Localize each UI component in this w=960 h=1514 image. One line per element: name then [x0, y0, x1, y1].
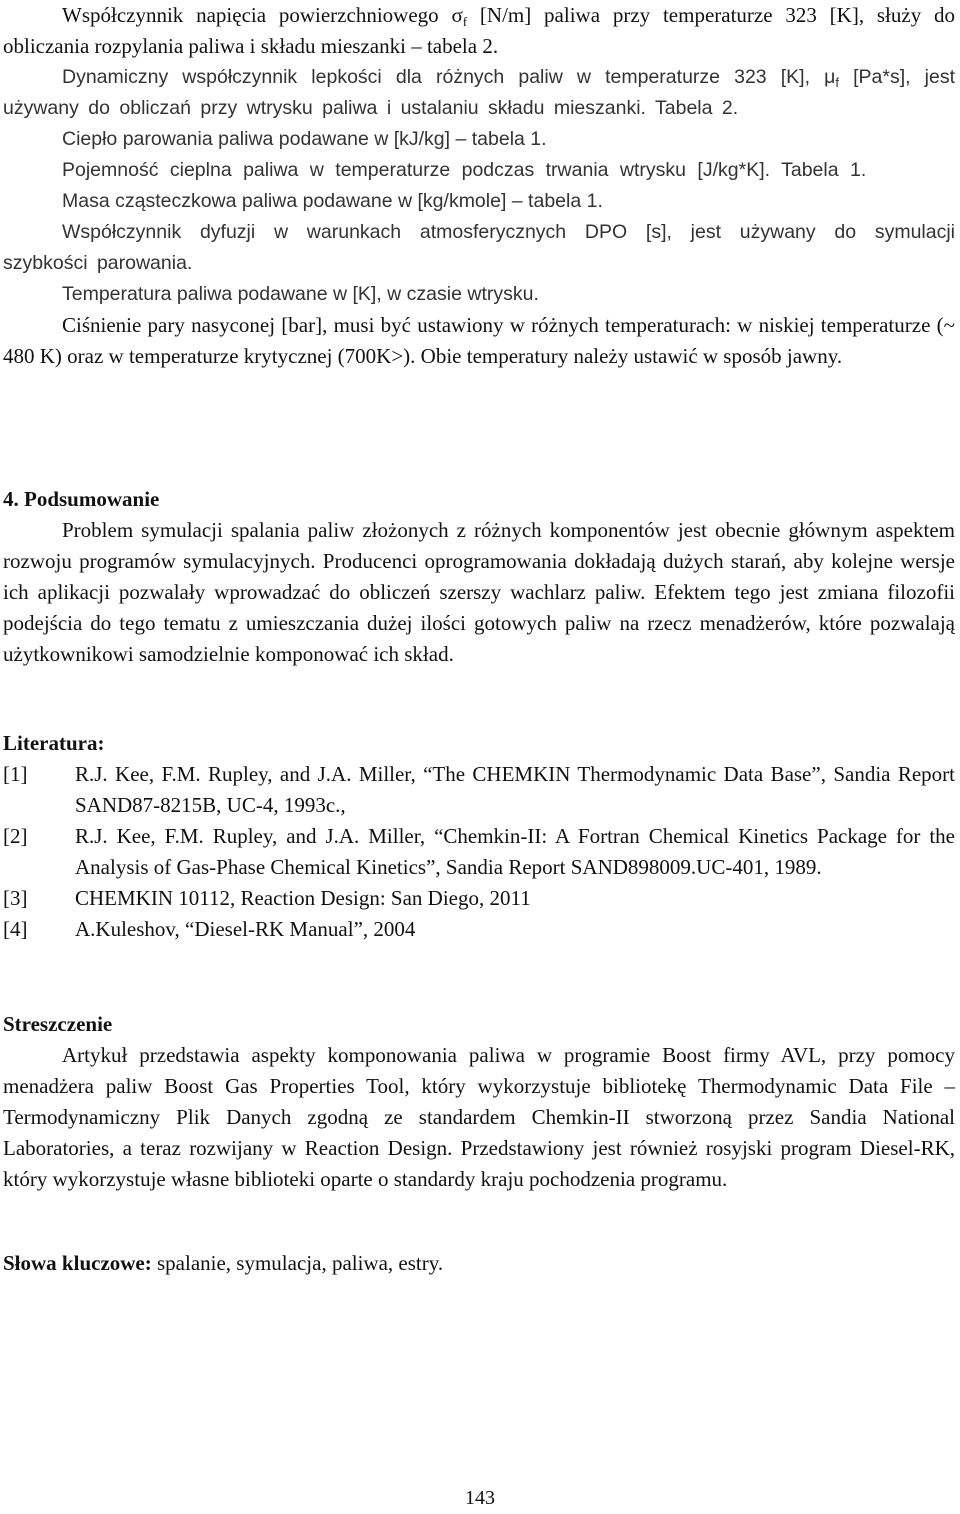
keywords-label: Słowa kluczowe: [3, 1251, 152, 1275]
abstract-heading: Streszczenie [3, 1012, 113, 1036]
reference-number: [3] [3, 886, 28, 910]
reference-item [3, 883, 955, 914]
molar-mass-paragraph: Masa cząsteczkowa paliwa podawane w [kg/kmole] – tabela 1. [62, 190, 603, 212]
keywords-text: spalanie, symulacja, paliwa, estry. [151, 1251, 444, 1275]
reference-item [3, 821, 955, 883]
summary-section [3, 484, 955, 670]
literature-section [3, 728, 955, 945]
reference-number: [4] [3, 917, 28, 941]
heat-of-vaporization-paragraph: Ciepło parowania paliwa podawane w [kJ/kg] – tabela 1. [62, 128, 547, 150]
reference-item [3, 914, 955, 945]
reference-text: R.J. Kee, F.M. Rupley, and J.A. Miller, “Chemkin-II: A Fortran Chemical Kinetics Package for the Analysis of Gas-Phase Chemical Kinetics”, Sandia Report SAND898009.UC-401, 1989. [75, 824, 955, 879]
reference-text: CHEMKIN 10112, Reaction Design: San Diego, 2011 [75, 886, 531, 910]
summary-heading: 4. Podsumowanie [3, 487, 160, 511]
viscosity-paragraph: Dynamiczny współczynnik lepkości dla różnych paliw w temperaturze 323 [K], $\mu_f$ [Pa*s], jest używany do obliczań przy wtrysku paliwa i ustalaniu składu mieszanki. Tabela 2. [3, 66, 955, 119]
heat-capacity-paragraph: Pojemność cieplna paliwa w temperaturze podczas trwania wtrysku [J/kg*K]. Tabela 1. [62, 159, 867, 181]
keywords-line [3, 1248, 955, 1279]
vapor-pressure-paragraph: Ciśnienie pary nasyconej [bar], musi być ustawiony w różnych temperaturach: w niskiej temperaturze (~ 480 K) oraz w temperaturze krytycznej (700K>). Obie temperatury należy ustawić w sposób jawny. [3, 313, 955, 368]
reference-text: R.J. Kee, F.M. Rupley, and J.A. Miller, “The CHEMKIN Thermodynamic Data Base”, Sandia Report SAND87-8215B, UC-4, 1993c., [75, 762, 955, 817]
reference-number: [2] [3, 824, 28, 848]
abstract-section [3, 1009, 955, 1195]
page-number: 143 [465, 1487, 495, 1509]
surface-tension-paragraph: Współczynnik napięcia powierzchniowego $\sigma_f$ [N/m] paliwa przy temperaturze 323 [K], służy do obliczania rozpylania paliwa i składu mieszanki – tabela 2. [3, 3, 956, 58]
summary-text: Problem symulacji spalania paliw złożonych z różnych komponentów jest obecnie głównym aspektem rozwoju programów symulacyjnych. Producenci oprogramowania dokładają dużych starań, aby kolejne wersje ich aplikacji pozwalały wprowadzać do obliczeń szerszy wachlarz paliw. Efektem tego jest zmiana filozofii podejścia do tego tematu z umieszczania dużej ilości gotowych paliw na rzecz menadżerów, które pozwalają użytkownikowi samodzielnie komponować ich skład. [3, 518, 955, 666]
literature-heading: Literatura: [3, 731, 105, 755]
reference-text: A.Kuleshov, “Diesel-RK Manual”, 2004 [75, 917, 416, 941]
fuel-temperature-paragraph: Temperatura paliwa podawane w [K], w czasie wtrysku. [62, 283, 539, 305]
reference-number: [1] [3, 762, 28, 786]
abstract-text: Artykuł przedstawia aspekty komponowania paliwa w programie Boost firmy AVL, przy pomocy menadżera paliw Boost Gas Properties Tool, który wykorzystuje bibliotekę Thermodynamic Data File – Termodynamiczny Plik Danych zgodną ze standardem Chemkin-II stworzoną przez Sandia National Laboratories, a teraz rozwijany w Reaction Design. Przedstawiony jest również rosyjski program Diesel-RK, który wykorzystuje własne biblioteki oparte o standardy kraju pochodzenia programu. [3, 1043, 955, 1191]
reference-item [3, 759, 955, 821]
fuel-properties-list [3, 0, 955, 372]
diffusion-paragraph: Współczynnik dyfuzji w warunkach atmosferycznych DPO [s], jest używany do symulacji szybkości parowania. [3, 221, 955, 274]
